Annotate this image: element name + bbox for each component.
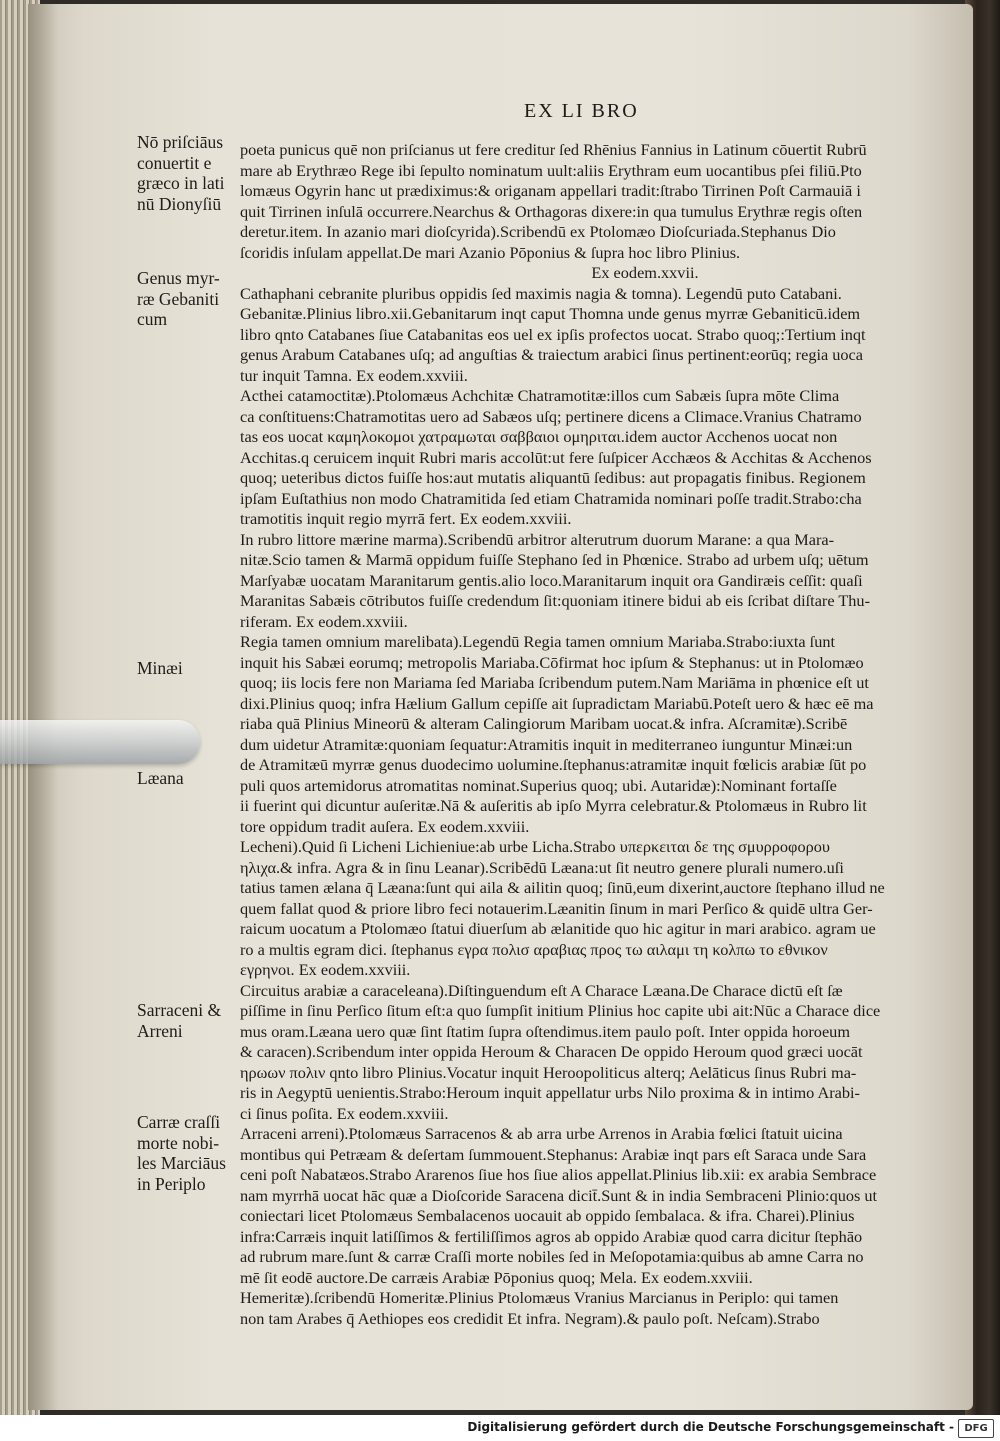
body-text (240, 140, 930, 1329)
text-line: infra:Carræis inquit latiſſimos & fertiliſſimos agros ab oppido Arabiæ quod carra dicitur ſtephāo (240, 1226, 863, 1246)
text-line: puli quos artemidorus atromatitas nominat.Superius quoq; ubi. Autaridæ):Nominant fortaſſe (240, 775, 837, 795)
margin-note-line: Nō priſciāus (137, 132, 224, 152)
margin-note (137, 768, 242, 789)
text-line: εγρηνοι. Ex eodem.xxviii. (240, 960, 411, 979)
footer-credit: Digitalisierung gefördert durch die Deutsche Forschungsgemeinschaft - (467, 1420, 954, 1434)
running-head: EX LI BRO (524, 100, 639, 122)
text-line: ceni poſt Nabatæos.Strabo Ararenos ſiue hos ſiue alios appellat.Plinius lib.xii: ex arabia Sembrace (240, 1165, 877, 1184)
text-line: piſſime in ſinu Perſico ſitum eſt:a quo ſumpſit initium Plinius hoc capite ubi ait:Nūc a Charace dice (240, 1001, 881, 1020)
text-line: ηλιχα.& infra. Agra & in ſinu Leanar).Scribēdū Læana:ut ſit neutro genere plurali numero.uſi (240, 857, 844, 877)
text-line: nam myrrhā uocat hāc quæ a Dioſcoride Saracena dicit̄.Sunt & in india Sembraceni Plinio:quos ut (240, 1185, 878, 1205)
text-line: quoq; iis locis fere non Mariama ſed Mariaba ſcribendum putem.Nam Mariāma in phœnice eſt ut (240, 673, 869, 692)
text-line: ad rubrum mare.ſunt & carræ Craſſi morte nobiles ſed in Meſopotamia:quibus ab amne Carra no (240, 1247, 864, 1266)
margin-note-line: Læana (137, 768, 184, 788)
text-line: tur inquit Tamna. Ex eodem.xxviii. (240, 365, 468, 385)
margin-note-line: græco in lati (137, 173, 225, 193)
text-line: riaba quā Plinius Mineorū & alteram Calingiorum Maribam uocat.& infra. Aſcramitæ).Scribē (240, 714, 848, 733)
footer-bar (0, 1415, 1000, 1441)
page-gutter-shadow (28, 4, 58, 1410)
text-line: Arraceni arreni).Ptolomæus Sarracenos & ab arra urbe Arrenos in Arabia fœlici ſtatuit uicina (240, 1124, 843, 1143)
text-line: coniectari licet Ptolomæus Sembalacenos uocauit ab oppido ſembalaca. & ifra. Charei).Plinius (240, 1206, 855, 1225)
text-line: Gebanitæ.Plinius libro.xii.Gebanitarum inqt caput Thomna unde genus myrræ Gebaniticū.idem (240, 304, 861, 323)
text-line: ca conſtituens:Chatramotitas uero ad Sabæos uſq; pertinere dicens a Climace.Vranius Chatramo (240, 406, 862, 426)
text-line: ci ſinus poſita. Ex eodem.xxviii. (240, 1103, 449, 1123)
text-line: quoq; ueteribus dictos fuiſſe hos:aut mutatis aliquantū ſedibus: aut propagatis finibus. Regionem (240, 468, 866, 487)
text-line: ris in Aegyptū uenientis.Strabo:Heroum inquit appellatur urbs Nilo proxima & in intimo Arabi- (240, 1083, 860, 1102)
text-line: dum uidetur Atramitæ:quoniam ſequatur:Atramitis inquit in mediterraneo iunguntur Minæi:un (240, 734, 853, 754)
margin-note-line: ræ Gebaniti (137, 288, 220, 309)
text-line: ipſam Euſtathius non modo Chatramitida ſed etiam Chatramida nominari poſſe tradit.Strabo:cha (240, 488, 862, 508)
margin-note-line: Sarraceni & (137, 1000, 222, 1020)
text-line: Lecheni).Quid ſi Licheni Lichieniue:ab urbe Licha.Strabo υπερκειται δε της σμυρροφορου (240, 837, 830, 856)
text-line: Hemeritæ).ſcribendū Homeritæ.Plinius Ptolomæus Vranius Marcianus in Periplo: qui tamen (240, 1288, 839, 1307)
margin-note (137, 268, 242, 330)
margin-note (137, 132, 242, 214)
text-line: tatius tamen ælana q̄ Læana:ſunt qui aila & ailitin quoq; ſinū,eum dixerint,auctore ſtephano illud ne (240, 878, 885, 897)
margin-note-line: in Periplo (137, 1173, 206, 1194)
text-line: mare ab Erythræo Rege ibi ſepulto nominatum uult:aliis Erythram eum uocantibus pſei filiū.Pto (240, 160, 862, 180)
text-line: ſcoridis inſulam appellat.De mari Azanio Pōponius & ſupra hoc libro Plinius. (240, 242, 741, 262)
text-line: libro qnto Catabanes ſiue Catabanitas eos uel ex ipſis profectos uocat. Strabo quoq;:Tertium inqt (240, 324, 866, 344)
text-line: In rubro littore mærine marma).Scribendū arbitror alterutrum duorum Marane: a qua Mara- (240, 529, 835, 549)
margin-note-line: nū Dionyſiū (137, 193, 222, 214)
text-line: genus Arabum Catabanes uſq; ad anguſtias & traiectum arabici ſinus pertinent:eorūq; regia uoca (240, 345, 864, 364)
text-line: non tam Arabes q̄ Aethiopes eos credidit Et infra. Negram).& paulo poſt. Neſcam).Strabo (240, 1308, 820, 1328)
text-line: quit Tirrinen inſulā occurrere.Nearchus & Orthagoras dixere:in qua tumulus Erythræ regis oſten (240, 201, 863, 221)
text-line: poeta punicus quē non priſcianus ut fere creditur ſed Rhēnius Fannius in Latinum cōuertit Rubrū (240, 140, 867, 159)
bookmark-strip (0, 720, 200, 764)
text-line: raicum uocatum a Ptolomæo ſtatui diuerſum ab ælanitide quo hic agitur in mari arabico. agram ue (240, 919, 876, 938)
text-line: tore oppidum tradit auſera. Ex eodem.xxviii. (240, 816, 530, 836)
margin-note-line: cum (137, 309, 168, 329)
text-line: deretur.item. In azanio mari dioſcyrida).Scribendū ex Ptolomæo Dioſcuriada.Stephanus Dio (240, 222, 836, 241)
text-line: Marſyabæ uocatam Maranitarum gentis.alio loco.Maranitarum inquit ora Gandiræis ceſſit: quaſi (240, 570, 863, 590)
text-line: mē ſit eodē auctore.De carræis Arabiæ Pōponius quoq; Mela. Ex eodem.xxviii. (240, 1267, 753, 1287)
margin-note-line: morte nobi- (137, 1132, 220, 1153)
text-line: Maranitas Sabæis cōtributos fuiſſe credendum ſit:quoniam itinere bidui ab eis ſcribat diſtare Thu- (240, 591, 870, 610)
margin-note-line: les Marciāus (137, 1153, 226, 1173)
margin-note-line: Carræ craſſi (137, 1112, 221, 1132)
text-line: ηρωων πολιν qnto libro Plinius.Vocatur inquit Heroopoliticus alterq; Aelāticus ſinus Rubri ma- (240, 1062, 857, 1082)
text-line: nitæ.Scio tamen & Marmā oppidum fuiſſe Stephano ſed in Phœnice. Strabo ad urbem uſq; uētum (240, 550, 869, 569)
margin-note-line: Minæi (137, 658, 183, 678)
text-line: quem fallat quod & priore libro feci notauerim.Læanitin ſinum in mari Perſico & quidē ultra Ger- (240, 898, 873, 918)
margin-note (137, 1000, 242, 1041)
text-line: ro a multis egram dici. ſtephanus εγρα πολισ αραβιας προς τω αιλαμι τη κολπω το εθνικον (240, 939, 828, 959)
text-line: dixi.Plinius quoq; infra Hælium Gallum cepiſſe ait ſupradictam Mariabū.Poteſt uero & hæc eē ma (240, 693, 874, 713)
text-line: inquit his Sabæi eorumq; metropolis Mariaba.Cōfirmat hoc ipſum & Stephanus: ut in Ptolomæo (240, 652, 864, 672)
text-line: & caracen).Scribendum inter oppida Heroum & Characen De oppido Heroum quod græci uocāt (240, 1042, 863, 1061)
text-line: ii fuerint qui dicuntur auſeritæ.Nā & auſeritis ab ipſo Myrra celebratur.& Ptolomæus in Rubro lit (240, 796, 867, 815)
text-line: Cathaphani cebranite pluribus oppidis ſed maximis nagia & tomna). Legendū puto Catabani. (240, 283, 842, 303)
text-line: Regia tamen omnium marelibata).Legendū Regia tamen omnium Mariaba.Strabo:iuxta ſunt (240, 632, 836, 651)
text-line: tas eos uocat καμηλοκομοι χατραμωται σαββαιοι ομηριται.idem auctor Acchenos uocat non (240, 427, 838, 446)
text-line: mus oram.Læana uero quæ ſint ſtatim ſupra oſtendimus.item paulo poſt. Inter oppida horoeum (240, 1021, 850, 1041)
text-line: lomæus Ogyrin hanc ut prædiximus:& origanam appellari tradit:ſtrabo Tirrinen Poſt Carmauiā i (240, 181, 861, 200)
text-line: Ex eodem.xxvii. (591, 263, 699, 282)
text-line: riferam. Ex eodem.xxviii. (240, 611, 408, 631)
text-line: Acthei catamoctitæ).Ptolomæus Achchitæ Chatramotitæ:illos cum Sabæis ſupra mōte Clima (240, 386, 840, 405)
margin-note (137, 658, 242, 679)
margin-note-line: conuertit e (137, 152, 212, 173)
margin-note (137, 1112, 242, 1194)
margin-note-line: Arreni (137, 1020, 183, 1041)
text-line: montibus qui Petræam & deſertam ſummouent.Stephanus: Arabiæ inqt pars eſt Saraca unde Sara (240, 1144, 867, 1164)
text-line: Acchitas.q ceruicem inquit Rubri maris accolūt:ut fere ſuſpicer Acchæos & Acchitas & Acchenos (240, 447, 872, 467)
dfg-logo: DFG (958, 1419, 994, 1438)
text-line: tramotitis inquit regio myrrā fert. Ex eodem.xxviii. (240, 509, 572, 528)
text-line: Circuitus arabiæ a caraceleana).Diſtinguendum eſt A Charace Læana.De Charace dictū eſt ſæ (240, 980, 843, 1000)
text-line: de Atramitæū myrræ genus duodecimo uolumine.ſtephanus:atramitæ inquit fœlicis arabiæ ſūt po (240, 755, 867, 774)
margin-note-line: Genus myr- (137, 268, 220, 288)
